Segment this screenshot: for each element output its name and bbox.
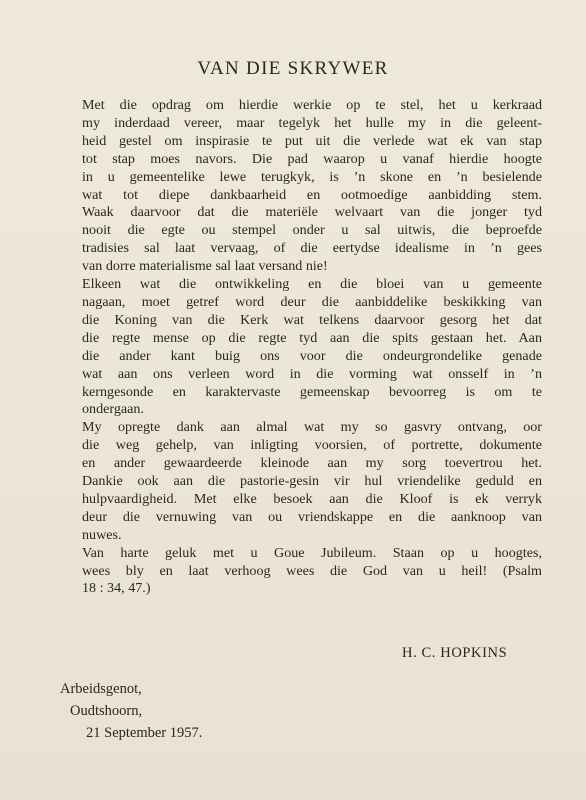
paragraph <box>82 545 542 599</box>
text-line: tot stap moes navors. Die pad waarop u vanaf hierdie hoogte <box>82 150 542 167</box>
page-title: VAN DIE SKRYWER <box>197 58 389 79</box>
text-line: die ander kant buig ons voor die ondeurgrondelike genade <box>82 347 542 364</box>
address-block <box>60 678 202 744</box>
text-line: Elkeen wat die ontwikkeling en die bloei van u gemeente <box>82 276 542 293</box>
text-line: hulpvaardigheid. Met elke besoek aan die Kloof is ek verryk <box>82 490 542 507</box>
text-line: 18 : 34, 47.) <box>82 580 151 597</box>
address-date: 21 September 1957. <box>86 725 203 741</box>
document-body <box>82 97 542 598</box>
text-line: ondergaan. <box>82 401 144 418</box>
text-line: wees bly en laat verhoog wees die God van u heil! (Psalm <box>82 562 542 579</box>
text-line: in u gemeentelike lewe terugkyk, is ’n skone en ’n besielende <box>82 168 542 185</box>
text-line: die regte mense op die regte tyd aan die spits gestaan het. Aan <box>82 329 542 346</box>
text-line: nooit die egte ou stempel onder u sal uitwis, die beproefde <box>82 222 542 239</box>
text-line: die weg gehelp, van inligting voorsien, of portrette, dokumente <box>82 437 542 454</box>
text-line: My opregte dank aan almal wat my so gasvry ontvang, oor <box>82 419 542 436</box>
paragraph <box>82 276 542 419</box>
text-line: my inderdaad vereer, maar tegelyk het hulle my in die geleent- <box>82 114 542 131</box>
text-line: heid gestel om inspirasie te put uit die verlede wat ek van stap <box>82 132 542 149</box>
paragraph <box>82 97 542 276</box>
address-line: Arbeidsgenot, <box>60 681 142 697</box>
text-line: kerngesonde en karaktervaste gemeenskap bevoorreg is om te <box>82 383 542 400</box>
paragraph <box>82 419 542 544</box>
text-line: nuwes. <box>82 526 122 543</box>
text-line: Waak daarvoor dat die materiële welvaart van die jonger tyd <box>82 204 542 221</box>
text-line: wat tot diepe dankbaarheid en ootmoedige aanbidding stem. <box>82 186 542 203</box>
author-signature: H. C. HOPKINS <box>402 645 508 661</box>
text-line: Met die opdrag om hierdie werkie op te stel, het u kerkraad <box>82 97 542 113</box>
text-line: van dorre materialisme sal laat versand nie! <box>82 258 328 275</box>
text-line: die Koning van die Kerk wat telkens daarvoor gesorg het dat <box>82 311 542 328</box>
text-line: tradisies sal laat vervaag, of die eertydse idealisme in ’n gees <box>82 240 542 257</box>
address-line: Oudtshoorn, <box>70 703 143 719</box>
text-line: nagaan, moet getref word deur die aanbiddelike beskikking van <box>82 293 542 310</box>
text-line: wat aan ons verleen word in die vorming wat onsself in ’n <box>82 365 542 382</box>
text-line: deur die vernuwing van ou vriendskappe en die aanknoop van <box>82 508 542 525</box>
text-line: Dankie ook aan die pastorie-gesin vir hul vriendelike geduld en <box>82 473 542 490</box>
text-line: en ander gewaardeerde kleinode aan my sorg toevertrou het. <box>82 455 542 472</box>
text-line: Van harte geluk met u Goue Jubileum. Staan op u hoogtes, <box>82 544 542 561</box>
